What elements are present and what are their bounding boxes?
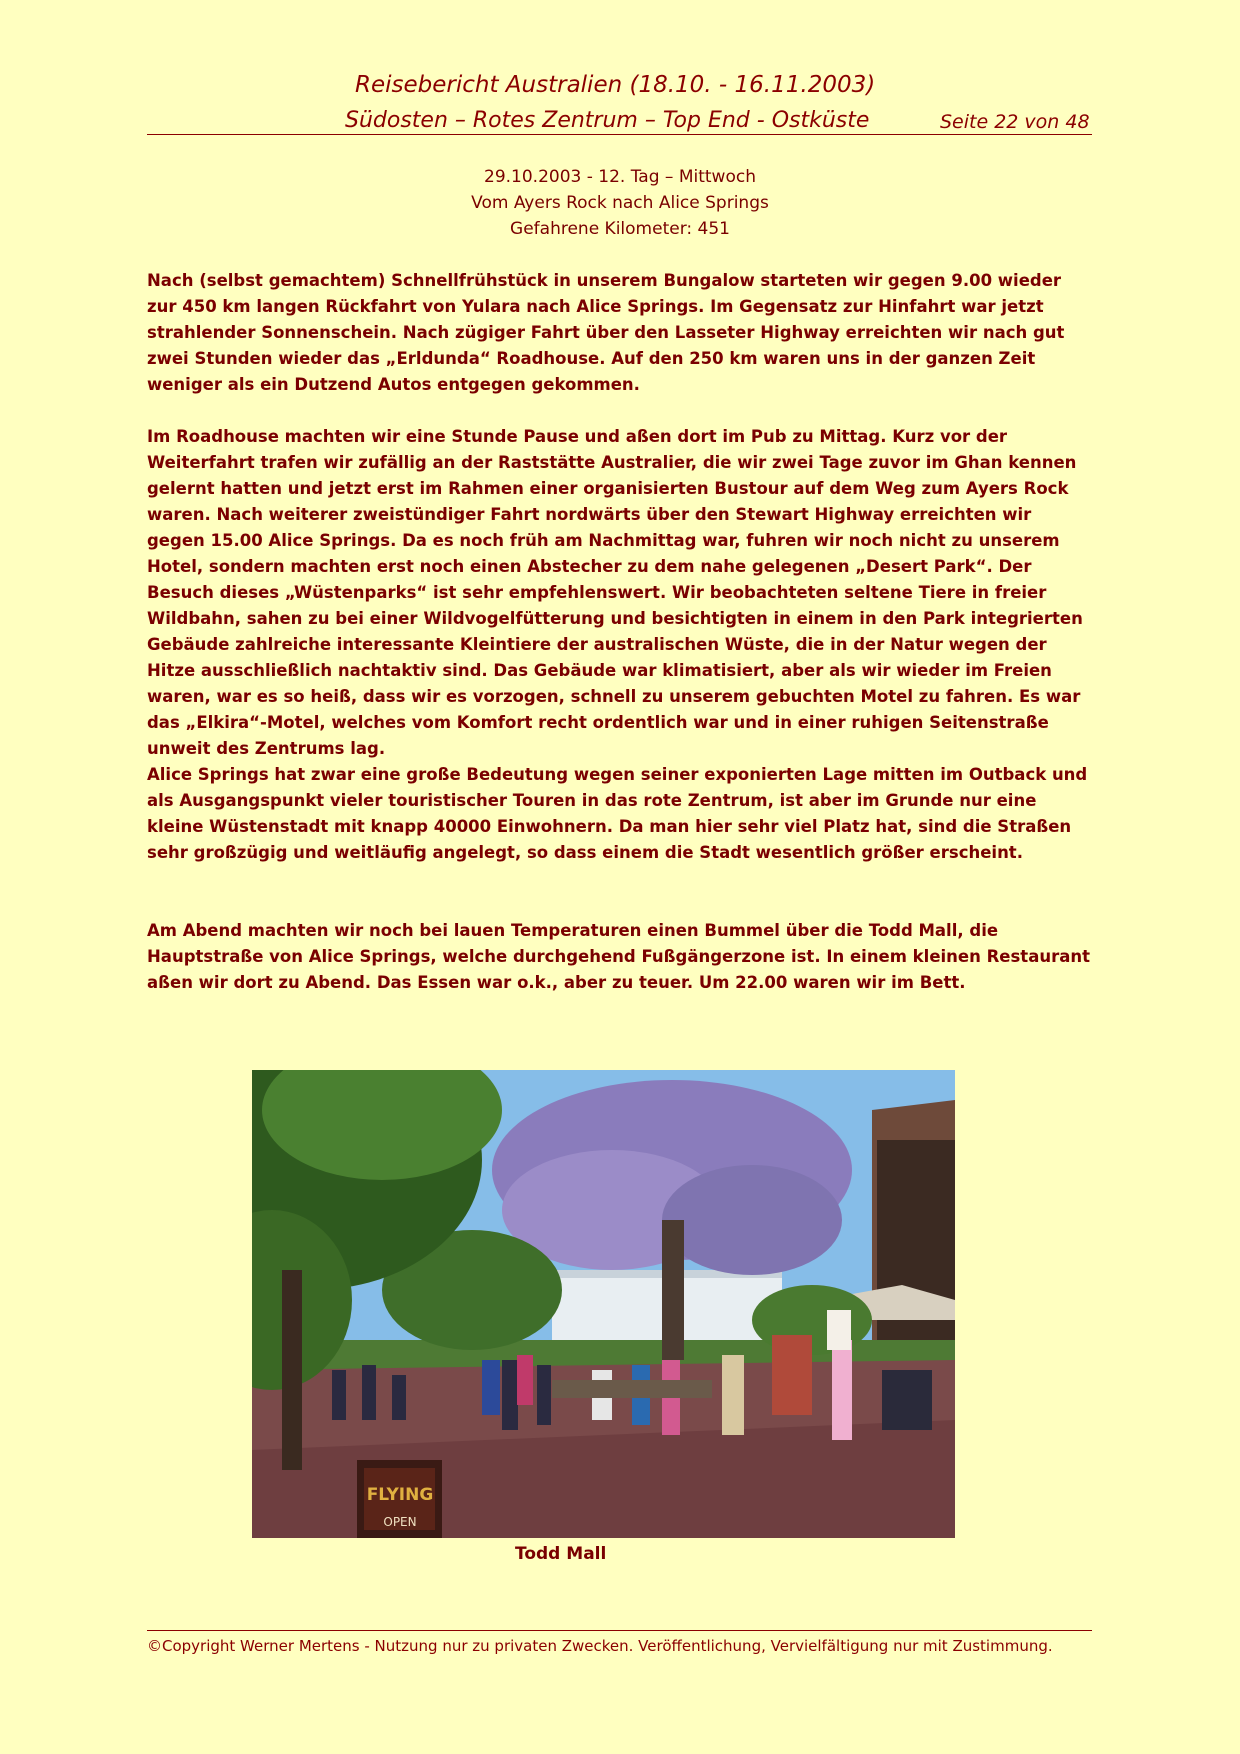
paragraph-3 [147, 762, 1092, 866]
report-title: Reisebericht Australien (18.10. - 16.11.2003) [355, 72, 876, 98]
day-heading [0, 164, 1240, 242]
paragraph-4 [147, 918, 1092, 996]
paragraph-text: Am Abend machten wir noch bei lauen Temperaturen einen Bummel über die Todd Mall, die Hauptstraße von Alice Springs, welche durchgehend Fußgängerzone ist. In einem kleinen Restaurant aßen wir dort zu Abend. Das Essen war o.k., aber zu teuer. Um 22.00 waren wir im Bett. [147, 921, 1090, 992]
day-kilometers: Gefahrene Kilometer: 451 [510, 219, 730, 239]
photo-caption: Todd Mall [515, 1544, 607, 1564]
todd-mall-photo [252, 1070, 955, 1538]
footer-divider [147, 1630, 1092, 1631]
paragraph-text: Im Roadhouse machten wir eine Stunde Pause und aßen dort im Pub zu Mittag. Kurz vor der Weiterfahrt trafen wir zufällig an der Raststätte Australier, die wir zwei Tage zuvor im Ghan kennen gelernt hatten und jetzt erst im Rahmen einer organisierten Bustour auf dem Weg zum Ayers Rock waren. Nach weiterer zweistündiger Fahrt nordwärts über den Stewart Highway erreichten wir gegen 15.00 Alice Springs. Da es noch früh am Nachmittag war, fuhren wir noch nicht zu unserem Hotel, sondern machten erst noch einen Abstecher zu dem nahe gelegenen „Desert Park“. Der Besuch dieses „Wüstenparks“ ist sehr empfehlenswert. Wir beobachteten seltene Tiere in freier Wildbahn, sahen zu bei einer Wildvogelfütterung und besichtigten in einem in den Park integrierten Gebäude zahlreiche interessante Kleintiere der australischen Wüste, die in der Natur wegen der Hitze ausschließlich nachtaktiv sind. Das Gebäude war klimatisiert, aber als wir wieder im Freien waren, war es so heiß, dass wir es vorzogen, schnell zu unserem gebuchten Motel zu fahren. Es war das „Elkira“-Motel, welches vom Komfort recht ordentlich war und in einer ruhigen Seitenstraße unweit des Zentrums lag. [147, 427, 1083, 758]
sign-open-text: OPEN [383, 1515, 417, 1529]
day-route: Vom Ayers Rock nach Alice Springs [471, 193, 769, 213]
paragraph-text: Nach (selbst gemachtem) Schnellfrühstück in unserem Bungalow starteten wir gegen 9.00 wieder zur 450 km langen Rückfahrt von Yulara nach Alice Springs. Im Gegensatz zur Hinfahrt war jetzt strahlender Sonnenschein. Nach zügiger Fahrt über den Lasseter Highway erreichten wir nach gut zwei Stunden wieder das „Erldunda“ Roadhouse. Auf den 250 km waren uns in der ganzen Zeit weniger als ein Dutzend Autos entgegen gekommen. [147, 271, 1065, 394]
sign-text: FLYING [366, 1485, 434, 1505]
paragraph-2 [147, 424, 1092, 762]
header-divider [147, 134, 1092, 135]
page-number: Seite 22 von 48 [940, 111, 1090, 133]
report-subtitle: Südosten – Rotes Zentrum – Top End - Ostküste [345, 108, 870, 133]
paragraph-1 [147, 268, 1092, 398]
copyright-notice: ©Copyright Werner Mertens - Nutzung nur zu privaten Zwecken. Veröffentlichung, Vervielfältigung nur mit Zustimmung. [147, 1637, 1053, 1655]
paragraph-text: Alice Springs hat zwar eine große Bedeutung wegen seiner exponierten Lage mitten im Outback und als Ausgangspunkt vieler touristischer Touren in das rote Zentrum, ist aber im Grunde nur eine kleine Wüstenstadt mit knapp 40000 Einwohnern. Da man hier sehr viel Platz hat, sind die Straßen sehr großzügig und weitläufig angelegt, so dass einem die Stadt wesentlich größer erscheint. [147, 765, 1088, 862]
day-date: 29.10.2003 - 12. Tag – Mittwoch [484, 167, 756, 187]
